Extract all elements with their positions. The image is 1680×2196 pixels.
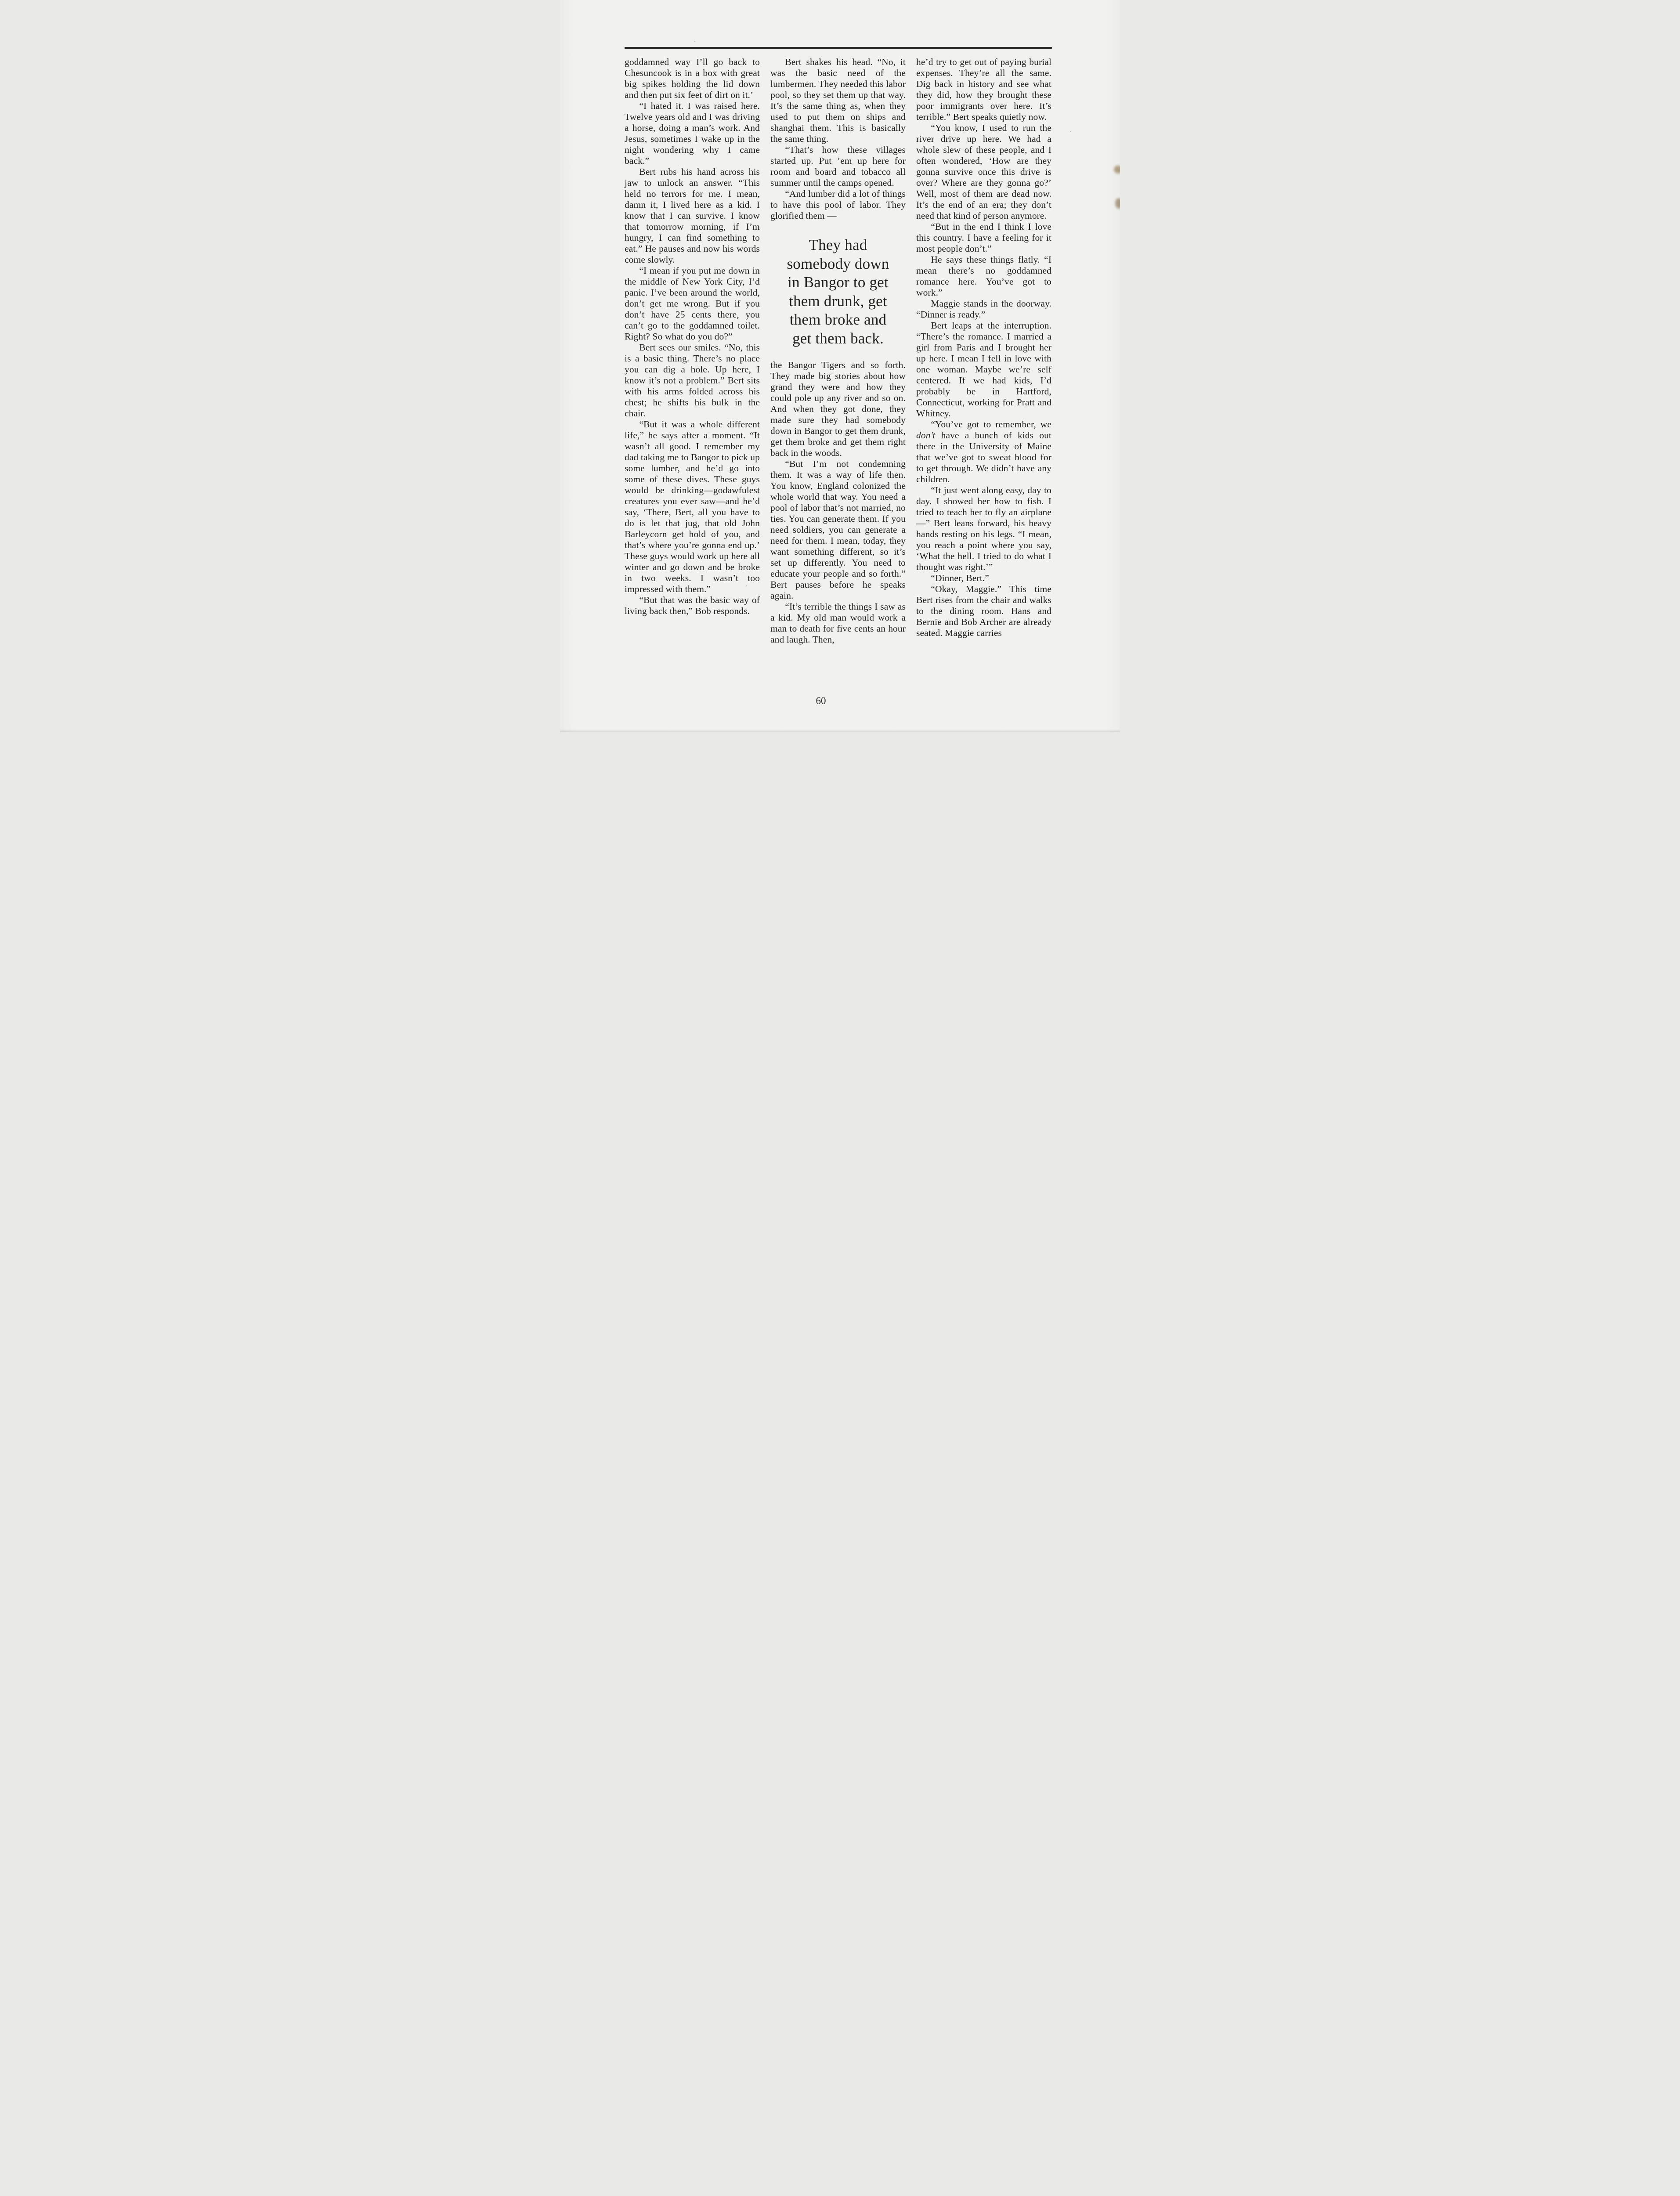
paragraph: “But it was a whole different life,” he says after a moment. “It wasn’t all good. I remember my dad taking me to Bangor to pick up some lumber, and he’d go into some of these dives. These guys would be drinking—godawfulest creatures you ever saw—and he’d say, ‘There, Bert, all you have to do is let that jug, that old John Barleycorn get hold of you, and that’s where you’re gonna end up.’ These guys would work up here all winter and go down and be broke in two weeks. I wasn’t too impressed with them.” bbox=[625, 419, 760, 594]
pull-quote: They had somebody down in Bangor to get them drunk, get them broke and get them back. bbox=[787, 236, 889, 347]
paragraph: he’d try to get out of paying burial expenses. They’re all the same. Dig back in history and see what they did, how they brought these poor immigrants over here. It’s terrible.” Bert speaks quietly now. bbox=[916, 57, 1051, 122]
text-columns bbox=[625, 57, 1051, 645]
paragraph: “But I’m not condemning them. It was a way of life then. You know, England colonized the whole world that way. You need a pool of labor that’s not married, no ties. You can generate them. If you need soldiers, you can generate a need for them. I mean, today, they want something different, so it’s set up differently. You need to educate your people and so forth.” Bert pauses before he speaks again. bbox=[770, 459, 906, 601]
paragraph: “But that was the basic way of living back then,” Bob responds. bbox=[625, 595, 760, 616]
paragraph: He says these things flatly. “I mean there’s no goddamned romance here. You’ve got to work.” bbox=[916, 254, 1051, 298]
paragraph: “It just went along easy, day to day. I showed her how to fish. I tried to teach her to fly an airplane—” Bert leans forward, his heavy hands resting on his legs. “I mean, you reach a point where you say, ‘What the hell. I tried to do what I thought was right.’” bbox=[916, 485, 1051, 572]
paragraph: “And lumber did a lot of things to have this pool of labor. They glorified them — bbox=[770, 188, 906, 221]
paragraph: “Dinner, Bert.” bbox=[931, 573, 989, 583]
dust-speck bbox=[694, 41, 695, 42]
paragraph: “But in the end I think I love this country. I have a feeling for it most people don’t.” bbox=[916, 221, 1051, 254]
dust-speck bbox=[1070, 131, 1071, 132]
paragraph: the Bangor Tigers and so forth. They made big stories about how grand they were and how they could pole up any river and so on. And when they got done, they made sure they had somebody down in Bangor to get them drunk, get them broke and get them right back in the woods. bbox=[770, 360, 906, 458]
paragraph: “That’s how these villages started up. Put ’em up here for room and board and tobacco all summer until the camps opened. bbox=[770, 144, 906, 188]
paragraph: Maggie stands in the doorway. “Dinner is ready.” bbox=[916, 298, 1051, 320]
paragraph: Bert leaps at the interruption. “There’s the romance. I married a girl from Paris and I brought her up here. I mean I fell in love with one woman. Maybe we’re self centered. If we had kids, I’d probably be in Hartford, Connecticut, working for Pratt and Whitney. bbox=[916, 320, 1051, 419]
paragraph: goddamned way I’ll go back to Chesuncook is in a box with great big spikes holding the lid down and then put six feet of dirt on it.’ bbox=[625, 57, 760, 100]
paragraph: “It’s terrible the things I saw as a kid. My old man would work a man to death for five cents an hour and laugh. Then, bbox=[770, 601, 906, 645]
paragraph: “Okay, Maggie.” This time Bert rises from the chair and walks to the dining room. Hans and Bernie and Bob Archer are already seated. Maggie carries bbox=[916, 584, 1051, 638]
paragraph: Bert sees our smiles. “No, this is a basic thing. There’s no place you can dig a hole. Up here, I know it’s not a problem.” Bert sits with his arms folded across his chest; he shifts his bulk in the chair. bbox=[625, 342, 760, 419]
page-number: 60 bbox=[816, 695, 826, 706]
column-3 bbox=[916, 57, 1051, 645]
paragraph: “You know, I used to run the river drive up here. We had a whole slew of these people, and I often wondered, ‘How are they gonna survive once this drive is over? Where are they gonna go?’ Well, most of them are dead now. It’s the end of an era; they don’t need that kind of person anymore. bbox=[916, 123, 1051, 221]
scan-artifact bbox=[1115, 198, 1120, 209]
column-2 bbox=[770, 57, 906, 645]
paragraph: Bert shakes his head. “No, it was the basic need of the lumbermen. They needed this labor pool, so they set them up that way. It’s the same thing as, when they used to put them on ships and shanghai them. This is basically the same thing. bbox=[770, 57, 906, 144]
top-rule bbox=[625, 47, 1052, 49]
scan-artifact bbox=[1114, 166, 1120, 173]
paragraph: “I mean if you put me down in the middle of New York City, I’d panic. I’ve been around the world, don’t get me wrong. But if you don’t have 25 cents there, you can’t go to the goddamned toilet. Right? So what do you do?” bbox=[625, 265, 760, 342]
paragraph: “I hated it. I was raised here. Twelve years old and I was driving a horse, doing a man’s work. And Jesus, sometimes I wake up in the night wondering why I came back.” bbox=[625, 101, 760, 166]
column-1 bbox=[625, 57, 760, 645]
paragraph: Bert rubs his hand across his jaw to unlock an answer. “This held no terrors for me. I mean, damn it, I lived here as a kid. I know that I can survive. I know that tomorrow morning, if I’m hungry, I can find something to eat.” He pauses and now his words come slowly. bbox=[625, 166, 760, 265]
scanned-book-page bbox=[560, 0, 1120, 732]
paragraph: “You’ve got to remember, we don’t have a bunch of kids out there in the University of Maine that we’ve got to sweat blood for to get through. We didn’t have any children. bbox=[916, 419, 1051, 484]
